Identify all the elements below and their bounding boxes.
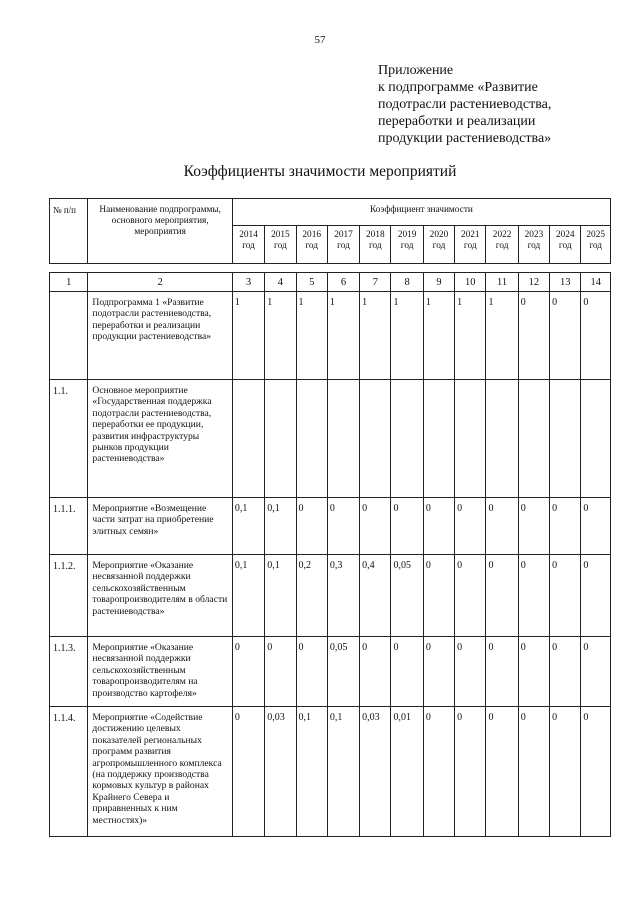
row-number: 1.1. <box>50 380 88 498</box>
coefficient-value <box>518 380 549 498</box>
coefficient-value: 0 <box>550 292 581 380</box>
coefficient-value: 0 <box>518 555 549 637</box>
appendix-line: к подпрограмме «Развитие <box>378 80 538 95</box>
header-year: 2020 год <box>423 226 454 264</box>
appendix-line: подотрасли растениеводства, <box>378 97 552 112</box>
coefficient-value: 0,01 <box>391 707 423 837</box>
coefficient-value: 0 <box>518 498 549 555</box>
coefficient-value: 0 <box>581 292 611 380</box>
coefficient-value: 0,1 <box>296 707 327 837</box>
header-year: 2024 год <box>550 226 581 264</box>
header-year: 2017 год <box>327 226 359 264</box>
coefficient-value: 0 <box>581 637 611 707</box>
coefficient-value: 0 <box>391 498 423 555</box>
coefficient-value <box>360 380 391 498</box>
column-index: 3 <box>232 273 264 292</box>
coefficient-value: 0 <box>360 498 391 555</box>
coefficient-value: 0,1 <box>327 707 359 837</box>
coefficient-value: 0 <box>518 707 549 837</box>
header-coefficient: Коэффициент значимости <box>232 199 610 226</box>
coefficient-value: 0,3 <box>327 555 359 637</box>
coefficient-value: 1 <box>327 292 359 380</box>
row-name: Мероприятие «Оказание несвязанной поддержки сельскохозяйственным товаропроизводителям на производство картофеля» <box>88 637 233 707</box>
coefficient-value: 1 <box>296 292 327 380</box>
row-number: 1.1.3. <box>50 637 88 707</box>
row-name: Мероприятие «Возмещение части затрат на приобретение элитных семян» <box>88 498 233 555</box>
coefficient-value: 0,1 <box>232 498 264 555</box>
row-number: 1.1.4. <box>50 707 88 837</box>
column-index: 6 <box>327 273 359 292</box>
header-year: 2023 год <box>518 226 549 264</box>
coefficient-value: 0 <box>423 707 454 837</box>
row-name: Основное мероприятие «Государственная поддержка подотрасли растениеводства, переработки ее продукции, развития инфраструктуры рынков продукции растениеводства» <box>88 380 233 498</box>
table-row <box>50 637 611 707</box>
coefficient-value: 0 <box>581 555 611 637</box>
coefficient-value: 1 <box>455 292 486 380</box>
coefficient-value <box>232 380 264 498</box>
coefficient-value: 0 <box>550 555 581 637</box>
coefficient-value: 1 <box>486 292 518 380</box>
table-row <box>50 380 611 498</box>
coefficient-value: 0 <box>486 555 518 637</box>
coefficient-value: 0 <box>423 637 454 707</box>
coefficient-value: 0 <box>581 707 611 837</box>
column-index: 7 <box>360 273 391 292</box>
coefficient-value: 0 <box>391 637 423 707</box>
header-year: 2014 год <box>232 226 264 264</box>
coefficient-value <box>327 380 359 498</box>
coefficient-value <box>265 380 296 498</box>
coefficient-value: 0 <box>360 637 391 707</box>
coefficient-value: 0 <box>455 637 486 707</box>
coefficient-value: 1 <box>232 292 264 380</box>
appendix-caption <box>378 62 551 147</box>
coefficient-value <box>296 380 327 498</box>
coefficient-value: 0 <box>296 498 327 555</box>
coefficient-value: 0 <box>455 498 486 555</box>
coefficient-value: 0,05 <box>391 555 423 637</box>
coefficient-value: 0,1 <box>265 555 296 637</box>
coefficient-value: 0,03 <box>360 707 391 837</box>
coefficient-value: 0 <box>518 637 549 707</box>
coefficient-value: 0 <box>232 637 264 707</box>
header-year: 2019 год <box>391 226 423 264</box>
coefficient-value: 0,4 <box>360 555 391 637</box>
row-number: 1.1.1. <box>50 498 88 555</box>
column-index: 11 <box>486 273 518 292</box>
coefficient-value: 0 <box>232 707 264 837</box>
coefficient-value <box>581 380 611 498</box>
appendix-line: переработки и реализации <box>378 114 536 129</box>
table-row <box>50 555 611 637</box>
header-year: 2021 год <box>455 226 486 264</box>
coefficient-value: 0 <box>327 498 359 555</box>
table-row <box>50 707 611 837</box>
column-index: 12 <box>518 273 549 292</box>
coefficient-value: 0 <box>550 637 581 707</box>
page-number: 57 <box>314 34 326 46</box>
coefficient-value: 1 <box>360 292 391 380</box>
coefficient-value: 0 <box>550 707 581 837</box>
coefficient-value: 0,1 <box>232 555 264 637</box>
coefficient-value: 0 <box>486 707 518 837</box>
document-title: Коэффициенты значимости мероприятий <box>183 163 457 180</box>
row-number: 1.1.2. <box>50 555 88 637</box>
column-index: 1 <box>50 273 88 292</box>
coefficient-value: 0 <box>423 498 454 555</box>
coefficient-value: 0,2 <box>296 555 327 637</box>
coefficient-value: 0 <box>423 555 454 637</box>
coefficient-value: 0 <box>518 292 549 380</box>
header-year: 2025 год <box>581 226 611 264</box>
coefficients-table <box>49 198 611 837</box>
appendix-line: продукции растениеводства» <box>378 131 552 146</box>
column-index: 13 <box>550 273 581 292</box>
coefficient-value: 1 <box>423 292 454 380</box>
coefficient-value: 0 <box>455 707 486 837</box>
coefficient-value: 1 <box>265 292 296 380</box>
coefficient-value: 0 <box>486 637 518 707</box>
coefficient-value: 0,1 <box>265 498 296 555</box>
row-name: Мероприятие «Содействие достижению целевых показателей региональных программ развития агропромышленного комплекса (на поддержку производства кормовых культур в районах Крайнего Севера и приравненных к ним местностях)» <box>88 707 233 837</box>
coefficient-value <box>455 380 486 498</box>
header-number: № п/п <box>50 199 88 264</box>
column-index: 4 <box>265 273 296 292</box>
coefficient-value: 0 <box>550 498 581 555</box>
coefficient-value <box>423 380 454 498</box>
column-index: 5 <box>296 273 327 292</box>
column-index: 9 <box>423 273 454 292</box>
coefficient-value: 0,05 <box>327 637 359 707</box>
row-number <box>50 292 88 380</box>
coefficient-value: 0 <box>455 555 486 637</box>
column-index: 14 <box>581 273 611 292</box>
coefficient-value: 1 <box>391 292 423 380</box>
table-row <box>50 498 611 555</box>
coefficient-value: 0 <box>265 637 296 707</box>
coefficient-value <box>391 380 423 498</box>
header-year: 2015 год <box>265 226 296 264</box>
coefficient-value: 0 <box>296 637 327 707</box>
header-year: 2016 год <box>296 226 327 264</box>
coefficient-value <box>550 380 581 498</box>
table-row <box>50 292 611 380</box>
coefficient-value: 0 <box>486 498 518 555</box>
row-name: Мероприятие «Оказание несвязанной поддержки сельскохозяйственным товаропроизводителям в области растениеводства» <box>88 555 233 637</box>
coefficient-value <box>486 380 518 498</box>
coefficient-value: 0 <box>581 498 611 555</box>
header-name: Наименование подпрограммы, основного мероприятия, мероприятия <box>88 199 233 264</box>
column-index: 10 <box>455 273 486 292</box>
column-index: 2 <box>88 273 233 292</box>
header-year: 2018 год <box>360 226 391 264</box>
row-name: Подпрограмма 1 «Развитие подотрасли растениеводства, переработки и реализации продукции растениеводства» <box>88 292 233 380</box>
header-year: 2022 год <box>486 226 518 264</box>
appendix-line: Приложение <box>378 63 454 78</box>
coefficient-value: 0,03 <box>265 707 296 837</box>
column-index: 8 <box>391 273 423 292</box>
